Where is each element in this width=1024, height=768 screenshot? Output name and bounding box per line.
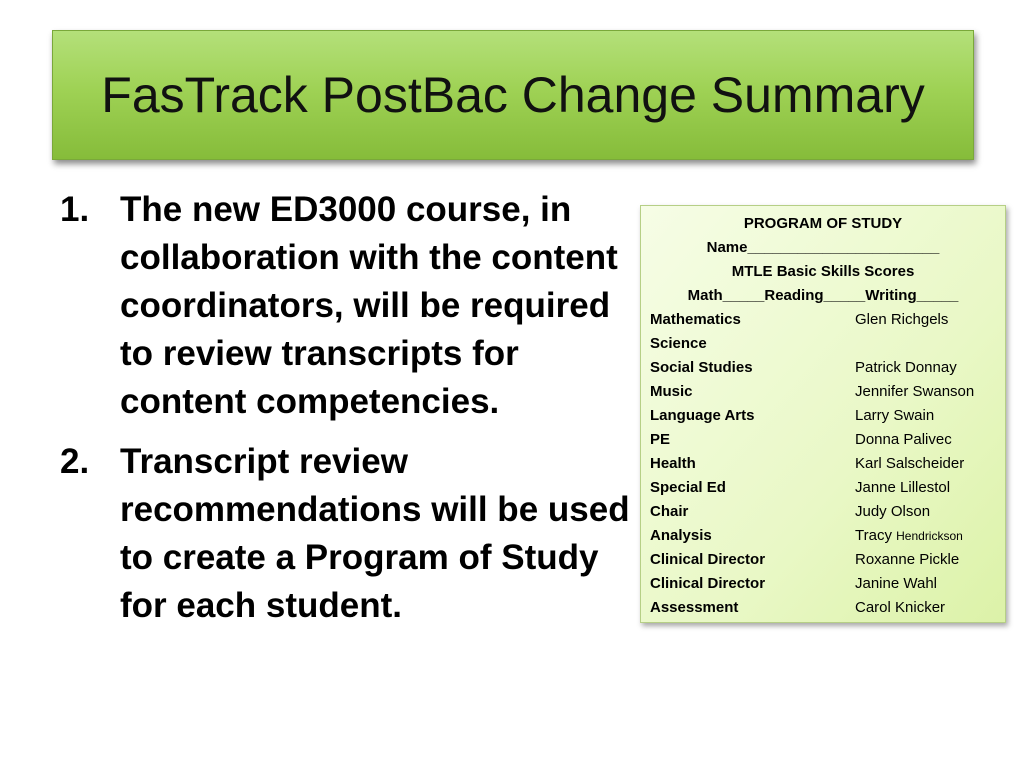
subject-label: Mathematics bbox=[650, 311, 741, 328]
subject-label: Analysis bbox=[650, 527, 712, 544]
subject-label: Science bbox=[650, 335, 707, 352]
coordinator-name: Karl Salscheider bbox=[855, 455, 965, 472]
scores-line: Math_____Reading_____Writing_____ bbox=[687, 287, 959, 304]
coordinator-name: Janine Wahl bbox=[855, 575, 937, 592]
list-number: 1. bbox=[60, 190, 90, 229]
coordinator-name: Carol Knicker bbox=[855, 599, 946, 616]
name-line: Name_______________________ bbox=[706, 239, 940, 256]
coordinator-name: Larry Swain bbox=[855, 407, 935, 424]
change-list bbox=[60, 186, 630, 642]
subject-label: Health bbox=[650, 455, 696, 472]
list-number: 2. bbox=[60, 442, 90, 481]
table-row bbox=[641, 524, 1005, 548]
table-row bbox=[641, 500, 1005, 524]
table-row bbox=[641, 356, 1005, 380]
table-row bbox=[641, 428, 1005, 452]
table-row bbox=[641, 452, 1005, 476]
table-row bbox=[641, 476, 1005, 500]
list-item-text: Transcript review recommendations will be used to create a Program of Study for each student. bbox=[120, 442, 630, 625]
table-row bbox=[641, 596, 1005, 620]
table-row bbox=[641, 308, 1005, 332]
table-row bbox=[641, 332, 1005, 356]
slide-title: FasTrack PostBac Change Summary bbox=[101, 67, 925, 123]
table-row bbox=[641, 548, 1005, 572]
list-item-text: The new ED3000 course, in collaboration with the content coordinators, will be required to review transcripts for content competencies. bbox=[120, 190, 618, 421]
title-banner bbox=[52, 30, 974, 160]
subject-label: Special Ed bbox=[650, 479, 726, 496]
subject-label: Clinical Director bbox=[650, 575, 766, 592]
table-row bbox=[641, 404, 1005, 428]
subject-label: Language Arts bbox=[650, 407, 755, 424]
program-of-study-box bbox=[640, 205, 1006, 623]
program-of-study-heading: PROGRAM OF STUDY bbox=[743, 215, 903, 232]
coordinator-name: Jennifer Swanson bbox=[855, 383, 975, 400]
coordinator-name: Donna Palivec bbox=[855, 431, 952, 448]
subject-label: Chair bbox=[650, 503, 689, 520]
table-row bbox=[641, 572, 1005, 596]
scores-heading: MTLE Basic Skills Scores bbox=[731, 263, 915, 280]
subject-label: Social Studies bbox=[650, 359, 753, 376]
table-row bbox=[641, 380, 1005, 404]
coordinator-name: Patrick Donnay bbox=[855, 359, 957, 376]
subject-label: PE bbox=[650, 431, 671, 448]
coordinator-name: Judy Olson bbox=[855, 503, 931, 520]
list-item bbox=[60, 186, 630, 426]
coordinator-name: Tracy Hendrickson bbox=[855, 527, 963, 544]
coordinator-name: Janne Lillestol bbox=[855, 479, 951, 496]
subject-label: Assessment bbox=[650, 599, 739, 616]
list-item bbox=[60, 438, 630, 630]
subject-label: Music bbox=[650, 383, 693, 400]
subject-label: Clinical Director bbox=[650, 551, 766, 568]
coordinator-name: Roxanne Pickle bbox=[855, 551, 960, 568]
coordinator-name: Glen Richgels bbox=[855, 311, 949, 328]
